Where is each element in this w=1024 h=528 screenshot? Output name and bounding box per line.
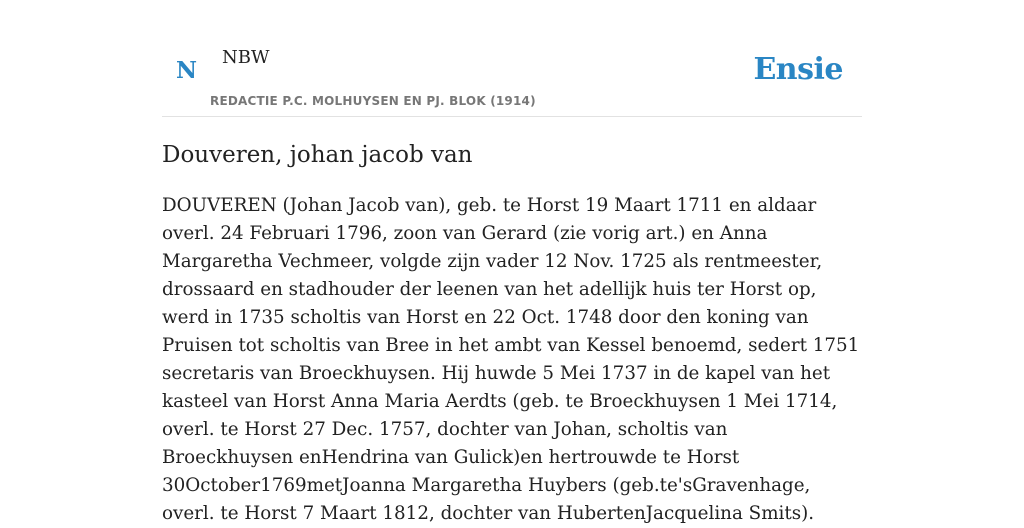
article-body: DOUVEREN (Johan Jacob van), geb. te Horst 19 Maart 1711 en aldaar overl. 24 Februari 1796, zoon van Gerard (zie vorig art.) en Anna Margaretha Vechmeer, volgde zijn vader 12 Nov. 1725 als rentmeester, drossaard en stadhouder der leenen van het adellijk huis ter Horst op, werd in 1735 scholtis van Horst en 22 Oct. 1748 door den koning van Pruisen tot scholtis van Bree in het ambt van Kessel benoemd, sedert 1751 secretaris van Broeckhuysen. Hij huwde 5 Mei 1737 in de kapel van het kasteel van Horst Anna Maria Aerdts (geb. te Broeckhuysen 1 Mei 1714, overl. te Horst 27 Dec. 1757, dochter van Johan, scholtis van Broeckhuysen enHendrina van Gulick)en hertrouwde te Horst 30October1769metJoanna Margaretha Huybers (geb.te'sGravenhage, overl. te Horst 7 Maart 1812, dochter van HubertenJacquelina Smits).: [162, 195, 860, 524]
source-subtitle: REDACTIE P.C. MOLHUYSEN EN PJ. BLOK (1914): [210, 94, 536, 108]
ensie-logo[interactable]: Ensie: [753, 52, 843, 87]
source-logo[interactable]: N: [176, 57, 198, 84]
source-name[interactable]: NBW: [222, 47, 270, 68]
article-title: Douveren, johan jacob van: [162, 142, 473, 168]
page-header: [162, 0, 862, 117]
